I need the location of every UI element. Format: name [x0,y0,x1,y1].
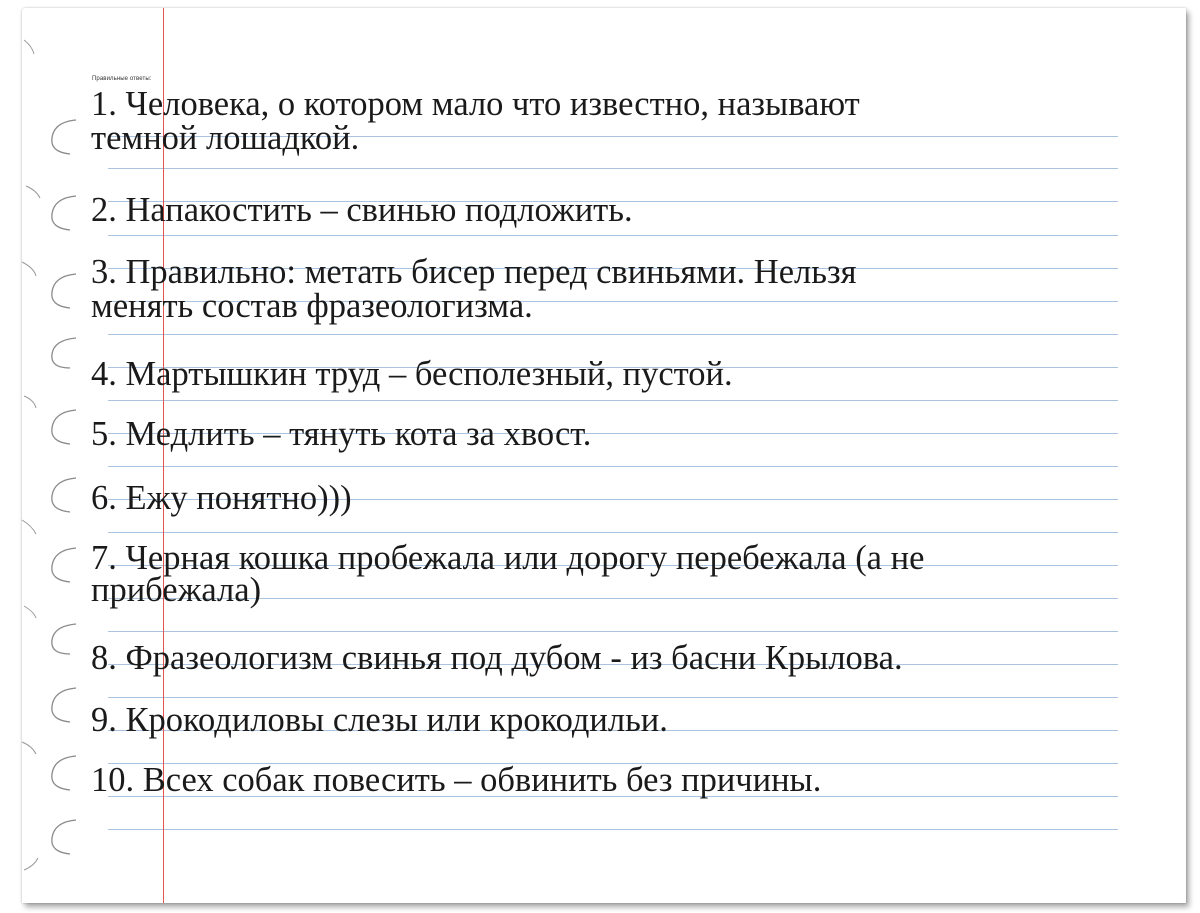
answer-line: 9. Крокодиловы слезы или крокодильи. [91,701,668,739]
caption: Правильные ответы: [92,76,152,82]
hole-icon [52,196,76,230]
hole-icon [52,120,76,154]
ruled-line [108,466,1118,467]
answer-line: менять состав фразеологизма. [91,287,533,325]
hole-icon [52,478,76,512]
ruled-line [108,697,1118,698]
hole-icon [52,548,76,582]
ruled-line [108,400,1118,401]
hole-icon [52,688,76,722]
answer-line: 1. Человека, о котором мало что известно, называют [91,85,860,123]
ruled-line [108,235,1118,236]
hole-icon [52,756,76,790]
ruled-line [108,334,1118,335]
answer-line: 5. Медлить – тянуть кота за хвост. [91,415,592,453]
answer-line: 6. Ежу понятно))) [91,479,352,517]
ruled-line [108,532,1118,533]
hole-icon [52,820,76,854]
hole-icon [52,274,76,308]
answer-line: прибежала) [91,571,262,609]
hole-icon [52,624,76,654]
answer-line: темной лошадкой. [91,119,360,157]
hole-icon [52,410,76,444]
hole-icon [52,338,76,368]
ruled-line [108,829,1118,830]
answer-line: 3. Правильно: метать бисер перед свиньями. Нельзя [91,253,857,291]
answer-line: 2. Напакостить – свинью подложить. [91,191,633,229]
answer-line: 10. Всех собак повесить – обвинить без причины. [91,761,822,799]
answer-line: 8. Фразеологизм свинья под дубом - из басни Крылова. [91,639,903,677]
answer-line: 7. Черная кошка пробежала или дорогу перебежала (а не [91,539,925,577]
answer-line: 4. Мартышкин труд – бесполезный, пустой. [91,355,733,393]
ruled-line [108,631,1118,632]
ruled-line [108,168,1118,169]
